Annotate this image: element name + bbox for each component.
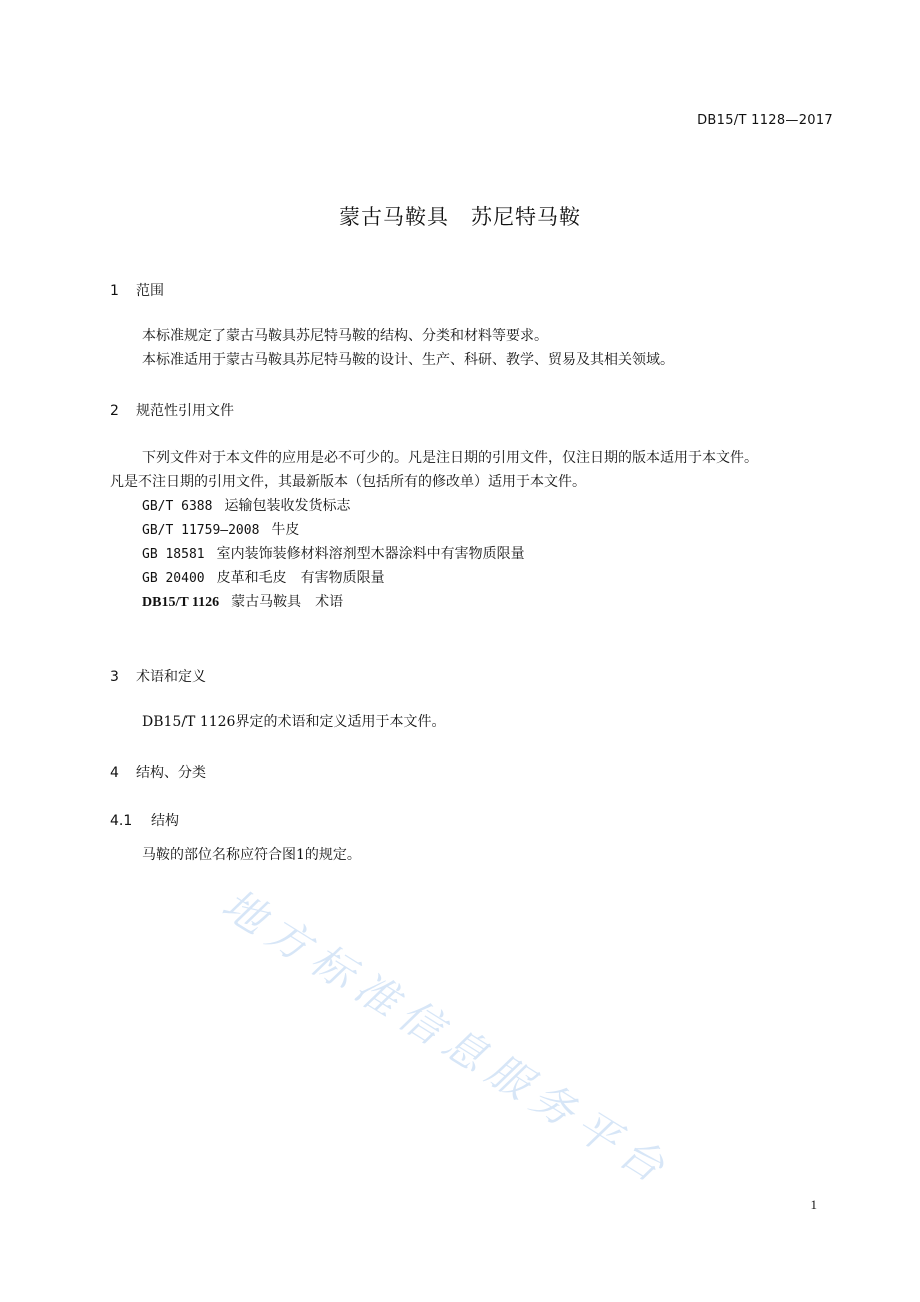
section-title: 规范性引用文件 bbox=[136, 403, 234, 419]
reference-code: GB 18581 bbox=[142, 547, 205, 562]
section-number: 2 bbox=[110, 403, 119, 419]
reference-title: 蒙古马鞍具 术语 bbox=[231, 594, 344, 610]
section-1-heading bbox=[110, 280, 164, 300]
watermark: 地方标准信息服务平台 bbox=[213, 879, 681, 1197]
section-1-paragraph-2: 本标准适用于蒙古马鞍具苏尼特马鞍的设计、生产、科研、教学、贸易及其相关领域。 bbox=[142, 352, 674, 368]
document-code: DB15/T 1128—2017 bbox=[697, 113, 833, 128]
section-number: 3 bbox=[110, 669, 119, 685]
reference-item bbox=[142, 542, 525, 567]
reference-code: GB/T 11759—2008 bbox=[142, 523, 260, 538]
reference-code: GB 20400 bbox=[142, 571, 205, 586]
reference-title: 皮革和毛皮 有害物质限量 bbox=[216, 570, 385, 586]
section-number: 4 bbox=[110, 765, 119, 781]
reference-title: 运输包装收发货标志 bbox=[224, 498, 351, 514]
section-4-heading bbox=[110, 762, 206, 782]
section-number: 4.1 bbox=[110, 813, 133, 829]
reference-item bbox=[142, 590, 343, 615]
section-4-1-paragraph: 马鞍的部位名称应符合图1的规定。 bbox=[142, 847, 361, 863]
reference-code: DB15/T 1126 bbox=[142, 595, 220, 610]
document-title: 蒙古马鞍具 苏尼特马鞍 bbox=[339, 205, 581, 229]
page-number: 1 bbox=[810, 1197, 817, 1212]
section-2-intro-line-2: 凡是不注日期的引用文件，其最新版本（包括所有的修改单）适用于本文件。 bbox=[110, 474, 586, 490]
section-2-intro-line-1: 下列文件对于本文件的应用是必不可少的。凡是注日期的引用文件，仅注日期的版本适用于本文件。 bbox=[142, 450, 758, 466]
reference-item bbox=[142, 518, 299, 543]
section-title: 范围 bbox=[136, 283, 164, 299]
section-3-heading bbox=[110, 666, 206, 686]
reference-code: GB/T 6388 bbox=[142, 499, 213, 514]
section-4-1-heading bbox=[110, 810, 179, 830]
section-title: 结构 bbox=[151, 813, 179, 829]
section-title: 术语和定义 bbox=[136, 669, 206, 685]
section-number: 1 bbox=[110, 283, 119, 299]
reference-title: 室内装饰装修材料溶剂型木器涂料中有害物质限量 bbox=[216, 546, 525, 562]
reference-item bbox=[142, 494, 350, 519]
reference-item bbox=[142, 566, 385, 591]
section-title: 结构、分类 bbox=[136, 765, 206, 781]
section-2-heading bbox=[110, 400, 234, 420]
reference-title: 牛皮 bbox=[271, 522, 300, 538]
section-3-paragraph: DB15/T 1126界定的术语和定义适用于本文件。 bbox=[142, 714, 446, 730]
section-1-paragraph-1: 本标准规定了蒙古马鞍具苏尼特马鞍的结构、分类和材料等要求。 bbox=[142, 328, 548, 344]
